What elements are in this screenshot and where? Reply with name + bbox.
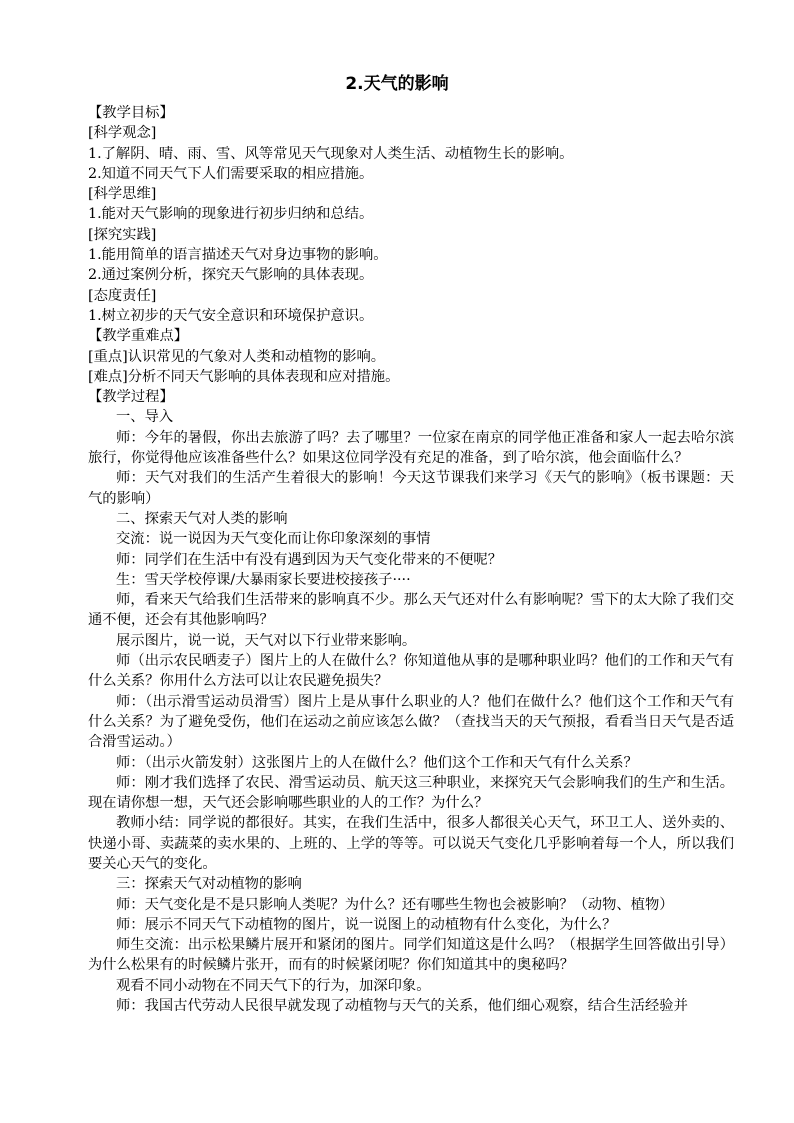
paragraph: 观看不同小动物在不同天气下的行为，加深印象。 bbox=[116, 977, 431, 994]
paragraph: 师：（出示滑雪运动员滑雪）图片上是从事什么职业的人？他们在做什么？他们这个工作和天气有什么关系？为了避免受伤，他们在运动之前应该怎么做？（查找当天的天气预报，看看当日天气是否适合滑雪运动。） bbox=[88, 693, 734, 751]
paragraph: 师：我国古代劳动人民很早就发现了动植物与天气的关系，他们细心观察，结合生活经验并 bbox=[116, 998, 688, 1015]
document-body bbox=[88, 103, 734, 1016]
inquiry-practice-label: [探究实践] bbox=[88, 226, 157, 243]
science-thinking-item-1: 1.能对天气影响的现象进行初步归纳和总结。 bbox=[88, 206, 374, 223]
inquiry-practice-item-1: 1.能用简单的语言描述天气对身边事物的影响。 bbox=[88, 247, 388, 264]
paragraph: 师：天气对我们的生活产生着很大的影响！今天这节课我们来学习《天气的影响》（板书课题：天气的影响） bbox=[88, 470, 734, 507]
science-thinking-label: [科学思维] bbox=[88, 186, 157, 203]
paragraph: 师：刚才我们选择了农民、滑雪运动员、航天这三种职业，来探究天气会影响我们的生产和生活。现在请你想一想，天气还会影响哪些职业的人的工作？为什么？ bbox=[88, 774, 734, 812]
paragraph: 交流：说一说因为天气变化而让你印象深刻的事情 bbox=[116, 531, 431, 548]
science-concept-label: [科学观念] bbox=[88, 125, 157, 142]
section-heading-intro: 一、导入 bbox=[116, 409, 174, 426]
inquiry-practice-item-2: 2.通过案例分析，探究天气影响的具体表现。 bbox=[88, 267, 374, 284]
paragraph: 师：天气变化是不是只影响人类呢？为什么？还有哪些生物也会被影响？（动物、植物） bbox=[116, 896, 674, 913]
paragraph: 师：同学们在生活中有没有遇到因为天气变化带来的不便呢？ bbox=[116, 551, 503, 568]
paragraph: 师：展示不同天气下动植物的图片，说一说图上的动植物有什么变化，为什么？ bbox=[116, 916, 617, 933]
section-heading-plants-animals: 三：探索天气对动植物的影响 bbox=[116, 876, 302, 893]
paragraph: 展示图片，说一说，天气对以下行业带来影响。 bbox=[116, 632, 417, 649]
paragraph: 师：（出示火箭发射）这张图片上的人在做什么？他们这个工作和天气有什么关系？ bbox=[116, 754, 638, 771]
key-point-difficult: [难点]分析不同天气影响的具体表现和应对措施。 bbox=[88, 368, 400, 385]
key-point-important: [重点]认识常见的气象对人类和动植物的影响。 bbox=[88, 348, 386, 365]
paragraph: 师（出示农民晒麦子）图片上的人在做什么？你知道他从事的是哪种职业吗？他们的工作和天气有什么关系？你用什么方法可以让农民避免损失？ bbox=[88, 653, 734, 690]
section-heading-human: 二、探索天气对人类的影响 bbox=[116, 510, 288, 527]
paragraph: 师生交流：出示松果鳞片展开和紧闭的图片。同学们知道这是什么吗？（根据学生回答做出引导）为什么松果有的时候鳞片张开，而有的时候紧闭呢？你们知道其中的奥秘吗？ bbox=[88, 937, 734, 974]
key-points-heading: 【教学重难点】 bbox=[88, 328, 189, 345]
paragraph: 师，看来天气给我们生活带来的影响真不少。那么天气还对什么有影响呢？雪下的太大除了我们交通不便，还会有其他影响吗？ bbox=[88, 592, 734, 629]
attitude-label: [态度责任] bbox=[88, 287, 157, 304]
objectives-heading: 【教学目标】 bbox=[88, 105, 174, 121]
science-concept-item-2: 2.知道不同天气下人们需要采取的相应措施。 bbox=[88, 165, 374, 182]
science-concept-item-1: 1.了解阴、晴、雨、雪、风等常见天气现象对人类生活、动植物生长的影响。 bbox=[88, 145, 574, 162]
document-title: 2.天气的影响 bbox=[345, 74, 449, 94]
paragraph: 师：今年的暑假，你出去旅游了吗？去了哪里？一位家在南京的同学他正准备和家人一起去哈尔滨旅行，你觉得他应该准备些什么？如果这位同学没有充足的准备，到了哈尔滨，他会面临什么？ bbox=[88, 429, 734, 467]
paragraph: 教师小结：同学说的都很好。其实，在我们生活中，很多人都很关心天气，环卫工人、送外卖的、快递小哥、卖蔬菜的卖水果的、上班的、上学的等等。可以说天气变化几乎影响着每一个人，所以我们要关心天气的变化。 bbox=[88, 815, 734, 872]
attitude-item-1: 1.树立初步的天气安全意识和环境保护意识。 bbox=[88, 307, 374, 324]
paragraph: 生：雪天学校停课/大暴雨家长要进校接孩子···· bbox=[116, 571, 411, 588]
process-heading: 【教学过程】 bbox=[88, 389, 174, 406]
